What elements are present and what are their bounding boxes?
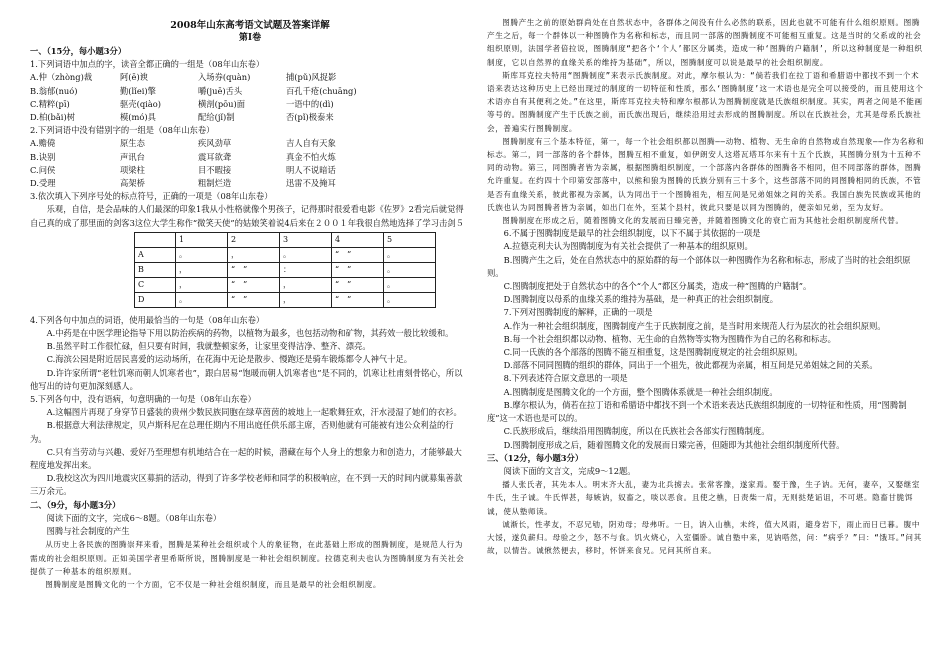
- q1-option-b: B.翁郁(nuó) 勤(lǐei)擎 嚼(juē)舌头 百孔千疮(chuāng): [30, 85, 357, 96]
- section-2-heading: 二、（9分，每小题3分）: [30, 499, 121, 510]
- question-3: 3.依次填入下列序号处的标点符号，正确的一项是（08年山东卷）: [30, 191, 273, 202]
- q7-option-d: D.部落不同同图腾的组织的群体，同出于一个祖先，彼此都视为亲属，相互间是兄弟姐妹之间的关系。: [503, 360, 878, 371]
- classical-paragraph: 播人张氏者，其先本人。明末齐大乱，妻为北兵掳去。张常客豫，遂家焉。娶于豫，生子讷。无何，妻卒，又娶继室牛氏，生子诚。牛氏悍甚，每嫉讷，奴畜之，啖以恶食。且使之樵，日责柴一肩，无则挞楚诟诅，不可堪。隐畜甘脆饵诚，使从塾师读。: [487, 480, 921, 516]
- page-title: 2008年山东高考语文试题及答案详解: [170, 20, 330, 31]
- classical-paragraph: 诚渐长，性孝友，不忍兄劬，阴劝母；母弗听。一日，讷入山樵，未终，值大风雨，避身岩下，雨止而日已暮。腹中大馁，遂负薪归。母验之少，怒不与食。饥火烧心，入室僵卧。诚自塾中来，见讷嗒然，问：“病乎？”曰：“饿耳。”问其故，以情告。诚愀然便去，移时，怀饼来食兄。兄问其所自来。: [487, 519, 922, 556]
- table-row: B ， “ ” ： “ ” 。: [135, 262, 436, 277]
- article-paragraph: 图腾产生之前的原始群尚处在自然状态中，各群体之间没有什么必然的联系，因此也就不可能有什么组织原则。图腾产生之后，每一个群体以一种图腾作为名称和标志，而且同一部落的图腾制度不可能相互重复。这是当时的父系或的社会组织原则，法国学者倍拉说，图腾制度“把各个‘个人’都区分属类，造成一种‘图腾的户籍制’，所以这种制度是一种组织制度，它以自然界的血缘关系的维持为基础”，所以，图腾制度可以说是最早的社会组织制度。: [487, 18, 923, 67]
- q5-option-c: C.只有当劳动与兴趣、爱好乃至理想有机地结合在一起的时候，潜藏在每个人身上的想象力和创造力，才能够最大程度地发挥出来。: [30, 446, 462, 471]
- table-row: A 。 ， 。 “ ” 。: [135, 247, 436, 262]
- section-3-intro: 阅读下面的文言文，完成9～12题。: [503, 465, 636, 476]
- q6-option-d: D.图腾制度以母系的血缘关系的维持为基础，是一种真正的社会组织制度。: [503, 294, 779, 305]
- article-paragraph: 图腾制度有三个基本特征，第一，每一个社会组织都以图腾——动物、植物、无生命的自然物或自然现象——作为名称和标志。第二，同一部落的各个群体，图腾互相不重复，如伊朗安人这塔瓦塔耳尔来有十五个氏族，其图腾分别为十五种不同的动物。第三，同图腾者皆为亲属，根据图腾组织制度，一个部落内各群体的图腾各不相同，但不同部落的群体，图腾允许重复。在约四十个印第安部落中，以熊和狼为图腾的氏族分别有三十多个，这些部落不同的同图腾相同的氏族，不管是否有血缘关系，彼此都视为亲属，认为同出于一个图腾祖先，相互间是兄弟姐妹之间的关系。我国白族先民族或其他的氏族也认为同图腾者皆为亲属，如出门在外，至某个县村，彼此只要是以同为图腾的，便亲如兄弟，至为友好。: [487, 136, 925, 212]
- question-2: 2.下列词语中没有错别字的一组是（08年山东卷）: [30, 125, 215, 136]
- q2-option-c: C.问侯 项梁柱 目不暇接 明人不说暗话: [30, 164, 336, 175]
- q4-option-c: C.海滨公园是附近居民喜爱的运动场所，在花海中无论是散步、慢跑还是骑车锻炼都令人神气十足。: [46, 354, 413, 365]
- section-2-intro: 阅读下面的文字，完成6～8题。（08年山东卷）: [46, 512, 222, 523]
- q7-option-c: C.同一氏族的各个部落的图腾不能互相重复，这是图腾制度规定的社会组织原则。: [503, 347, 803, 358]
- question-1: 1.下列词语中加点的字，读音全都正确的一组是（08年山东卷）: [30, 59, 265, 70]
- q8-option-c: C.氏族形成后，继续沿用图腾制度，所以在氏族社会各部实行图腾制度。: [503, 426, 770, 437]
- q5-option-b: B.根据意大利法律规定，贝卢斯科尼在总理任期内不用出庭任供乐部主席，否则他就有可能被有违公众利益的行为。: [30, 420, 454, 444]
- q1-option-a: A.仲（zhòng)裁 阿(ē)谀 入场券(quàn) 捕(pǔ)风捉影: [30, 72, 337, 83]
- punctuation-table: [134, 232, 436, 308]
- article-title: 图腾与社会制度的产生: [46, 526, 130, 537]
- q5-option-a: A.这幅图片再现了身穿节日盛装的贵州少数民族同胞在绿草茵茵的坡地上一起歌舞狂欢，汗水浸湿了她们的衣衫。: [46, 407, 462, 418]
- q2-option-a: A.赡僥 原生态 疾风劲草 吉人自有天象: [30, 138, 336, 149]
- article-paragraph: 从历史上各民族的图腾崇拜来看，图腾是某种社会组织或个人的象征物，在此基础上形成的图腾制度，是规范人行为需成的社会组织原则。正如美国学者里希斯所说，图腾制度是一种社会组织制度。拉德克利夫也认为图腾制度为有关社会提供了一种基本的组织原则。: [30, 540, 465, 576]
- q7-option-a: A.作为一种社会组织制度，图腾制度产生于氏族制度之前，是当时用来规范人行为层次的社会组织原则。: [503, 320, 886, 331]
- q2-option-b: B.诀别 声讯台 震耳欲聋 真金不怕火炼: [30, 151, 336, 162]
- table-row: C ， “ ” ， “ ” 。: [135, 277, 436, 292]
- q4-option-a: A.中药是在中医学理论指导下用以防治疾病的药物，以植物为最多，也包括动物和矿物，其药效一般比较缓和。: [46, 328, 454, 339]
- q2-option-d: D.受理 高架桥 粗制烂造 迅雷不及掩耳: [30, 178, 336, 189]
- q7-option-b: B.每一个社会组织都以动物、植物、无生命的自然物等实物为图腾作为自己的名称和标志。: [503, 333, 836, 344]
- q4-option-b: B.虽然平时工作很忙碌，但只要有时间，我就整顿家务，让家里变得洁净、整齐、漂亮。: [46, 341, 371, 352]
- q8-option-d: D.图腾制度形成之后，随着图腾文化的发展而日臻完善，但随即为其他社会组织制度所代替。: [503, 439, 845, 450]
- article-paragraph: 图腾制度是图腾文化的一个方面，它不仅是一种社会组织制度，而且是最早的社会组织制度。: [45, 579, 382, 589]
- question-3-passage: 乐观，自信，是会品味的人们最深的印象1我从小性格就像个男孩子，记得那时很爱看电影《佐罗》2看完后就觉得自己真的成了那里面的剑客3这位大学生称作“微笑天使”的姑娘笑着说4后来在２００１年我很自然地选择了学习击剑５: [30, 204, 464, 228]
- table-row: D 。 “ ” ， “ ” 。: [135, 292, 436, 307]
- q6-option-b: B.图腾产生之后，处在自然状态中的原始群的每一个部体以一种图腾作为名称和标志，形成了当时的社会组织原则。: [487, 254, 911, 278]
- page-subtitle: 第Ⅰ卷: [238, 33, 262, 43]
- article-paragraph: 图腾制度在形成之后，随着图腾文化的发展而日臻完善，并随着图腾文化的衰亡而为其他社会组织制度所代替。: [502, 216, 904, 226]
- q8-option-a: A.图腾制度是图腾文化的一个方面，整个图腾体系就是一种社会组织制度。: [503, 386, 778, 397]
- q1-option-c: C.精粹(pī) 驱壳(qiào) 横剖(pōu)面 一语中的(dì): [30, 98, 334, 109]
- question-4: 4.下列各句中加点的词语，使用最恰当的一句是（08年山东卷）: [30, 314, 265, 325]
- q6-option-a: A.拉德克利夫认为图腾制度为有关社会提供了一种基本的组织原则。: [503, 241, 753, 252]
- q8-option-b: B.摩尔根认为，倘若在拉丁语和希腊语中都找不到一个术语来表达氏族组织制度的一切特征和性质，用“图腾制度”这一术语也是可以的。: [487, 399, 907, 424]
- table-header-row: 1 2 3 4 5: [135, 232, 436, 247]
- question-7: 7.下列对图腾制度的解释，正确的一项是: [503, 307, 653, 318]
- q1-option-d: D.柏(bǎi)树 模(mó)具 配给(jǐ)制 否(pǐ)极泰来: [30, 112, 334, 123]
- right-column: [487, 16, 927, 557]
- q6-option-c: C.图腾制度把处于自然状态中的各个“个人”都区分属类，造成一种“图腾的户籍制”。: [503, 281, 812, 292]
- section-3-heading: 三、（12分，每小题3分）: [487, 452, 584, 463]
- article-paragraph: 斯库耳克拉夫特用“图腾制度”来表示氏族制度。对此，摩尔根认为：“倘若我们在拉丁语和希腊语中都找不到一个术语来表达这种历史上已经出现过的制度的一切特征和性质，那么‘图腾制度’这一术语也是完全可以接受的，而且使用这个术语亦自有其便利之处。”在这里，斯库耳克拉夫特和摩尔根都认为图腾制度就是氏族组织制度。其实，两者之间是不能画等号的。图腾制度产生于氏族之前，而氏族出现后，继续沿用过去形成的图腾制度。所以在氏族社会，尤其是母系氏族社会，普遍实行图腾制度。: [487, 70, 924, 133]
- question-5: 5.下列各句中，没有语病，句意明确的一句是（08年山东卷）: [30, 394, 256, 405]
- q4-option-d: D.许许家所谓“老牡饥寒而朝人饥寒者也”，跟白居易“饱暖而朝人饥寒者也”是不同的，饥寒让杜甫刻骨铭心，所以他写出的诗句更加深刻感人。: [30, 367, 463, 391]
- section-1-heading: 一、（15分，每小题3分）: [30, 46, 127, 56]
- q5-option-d: D.我校这次为四川地震灾区募捐的活动，得到了许多学校老师和同学的积极响应，在不到一天的时间内就募集善款三万余元。: [30, 473, 463, 497]
- question-8: 8.下列表述符合原文意思的一项是: [503, 373, 628, 384]
- left-column: [30, 20, 470, 591]
- question-6: 6.不属于图腾制度是最早的社会组织制度，以下不属于其依据的一项是: [503, 228, 761, 239]
